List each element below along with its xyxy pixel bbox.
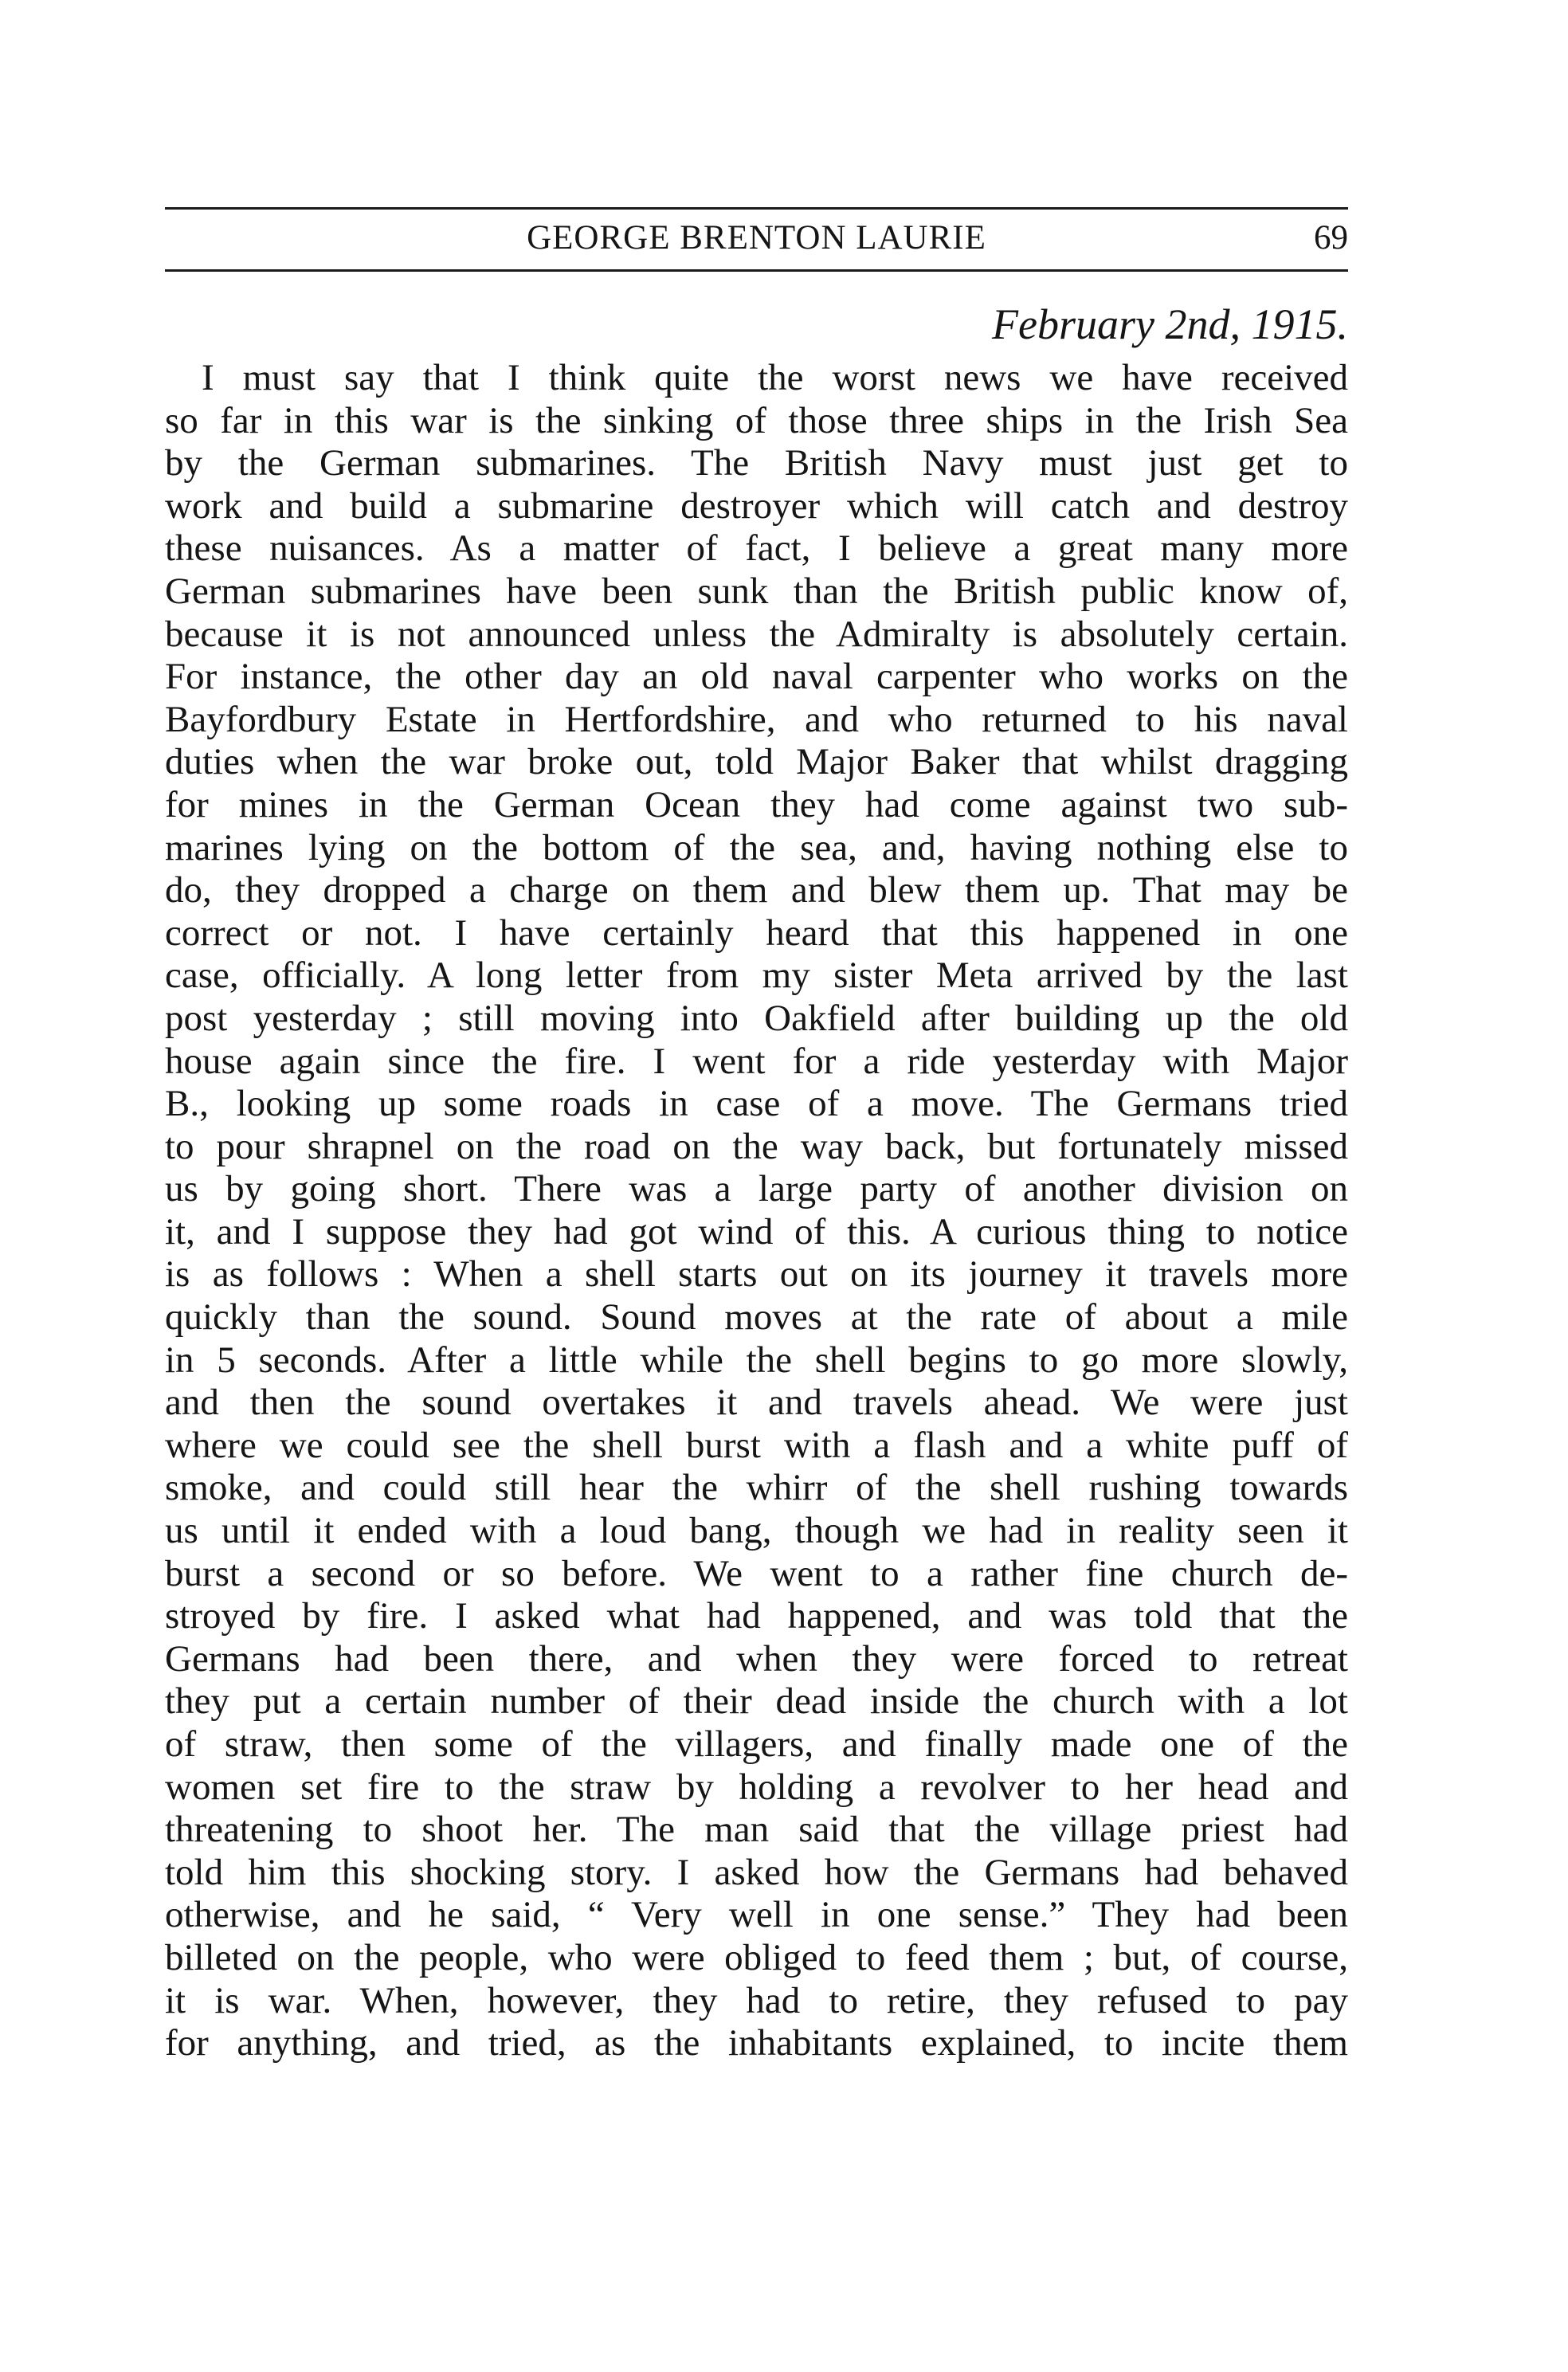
text-line: smoke, and could still hear the whirr of the shell rushing towards [165,1467,1348,1509]
running-title: GEORGE BRENTON LAURIE [527,219,986,257]
text-line: Bayfordbury Estate in Hertfordshire, and who returned to his naval [165,698,1348,740]
text-line: marines lying on the bottom of the sea, and, having nothing else to [165,826,1348,868]
text-line: in 5 seconds. After a little while the shell begins to go more slowly, [165,1339,1348,1381]
text-line: by the German submarines. The British Navy must just get to [165,442,1348,484]
text-line: correct or not. I have certainly heard that this happened in one [165,912,1348,954]
text-line: For instance, the other day an old naval carpenter who works on the [165,656,1348,698]
text-line: burst a second or so before. We went to a rather fine church de- [165,1552,1348,1594]
text-line: is as follows : When a shell starts out on its journey it travels more [165,1253,1348,1296]
entry-date: February 2nd, 1915. [992,300,1348,348]
page-number: 69 [1314,219,1348,257]
text-line: for anything, and tried, as the inhabitants explained, to incite them [165,2022,1348,2064]
text-line: women set fire to the straw by holding a revolver to her head and [165,1766,1348,1808]
header-top-rule [165,207,1348,210]
text-line: billeted on the people, who were obliged to feed them ; but, of course, [165,1936,1348,1978]
text-line: case, officially. A long letter from my sister Meta arrived by the last [165,955,1348,997]
text-line: otherwise, and he said, “ Very well in one sense.” They had been [165,1894,1348,1936]
text-line: told him this shocking story. I asked how the Germans had behaved [165,1851,1348,1893]
text-line: these nuisances. As a matter of fact, I believe a great many more [165,527,1348,570]
text-line: where we could see the shell burst with a flash and a white puff of [165,1424,1348,1466]
text-line: work and build a submarine destroyer which will catch and destroy [165,484,1348,527]
text-line: post yesterday ; still moving into Oakfield after building up the old [165,997,1348,1039]
header-bottom-rule [165,269,1348,272]
text-line: it, and I suppose they had got wind of this. A curious thing to notice [165,1210,1348,1253]
text-line: do, they dropped a charge on them and blew them up. That may be [165,869,1348,912]
text-line: house again since the fire. I went for a ride yesterday with Major [165,1040,1348,1082]
text-line: Germans had been there, and when they were forced to retreat [165,1637,1348,1680]
text-line: quickly than the sound. Sound moves at the rate of about a mile [165,1296,1348,1339]
text-line: for mines in the German Ocean they had come against two sub- [165,783,1348,825]
body-text [165,357,1348,2065]
text-line: us by going short. There was a large party of another division on [165,1168,1348,1210]
text-line: and then the sound overtakes it and travels ahead. We were just [165,1382,1348,1424]
text-line: it is war. When, however, they had to retire, they refused to pay [165,1979,1348,2021]
text-line: duties when the war broke out, told Major Baker that whilst dragging [165,741,1348,783]
text-line: threatening to shoot her. The man said that the village priest had [165,1809,1348,1851]
text-line: to pour shrapnel on the road on the way back, but fortunately missed [165,1125,1348,1167]
text-line: stroyed by fire. I asked what had happened, and was told that the [165,1595,1348,1637]
text-line: of straw, then some of the villagers, and finally made one of the [165,1723,1348,1765]
text-line: I must say that I think quite the worst news we have received [202,357,1348,398]
text-line: German submarines have been sunk than the British public know of, [165,570,1348,612]
text-line: they put a certain number of their dead inside the church with a lot [165,1680,1348,1723]
text-line: us until it ended with a loud bang, though we had in reality seen it [165,1510,1348,1552]
text-line: so far in this war is the sinking of those three ships in the Irish Sea [165,399,1348,441]
text-line: because it is not announced unless the Admiralty is absolutely certain. [165,613,1348,655]
running-head [165,212,1348,265]
text-line: B., looking up some roads in case of a move. The Germans tried [165,1083,1348,1125]
